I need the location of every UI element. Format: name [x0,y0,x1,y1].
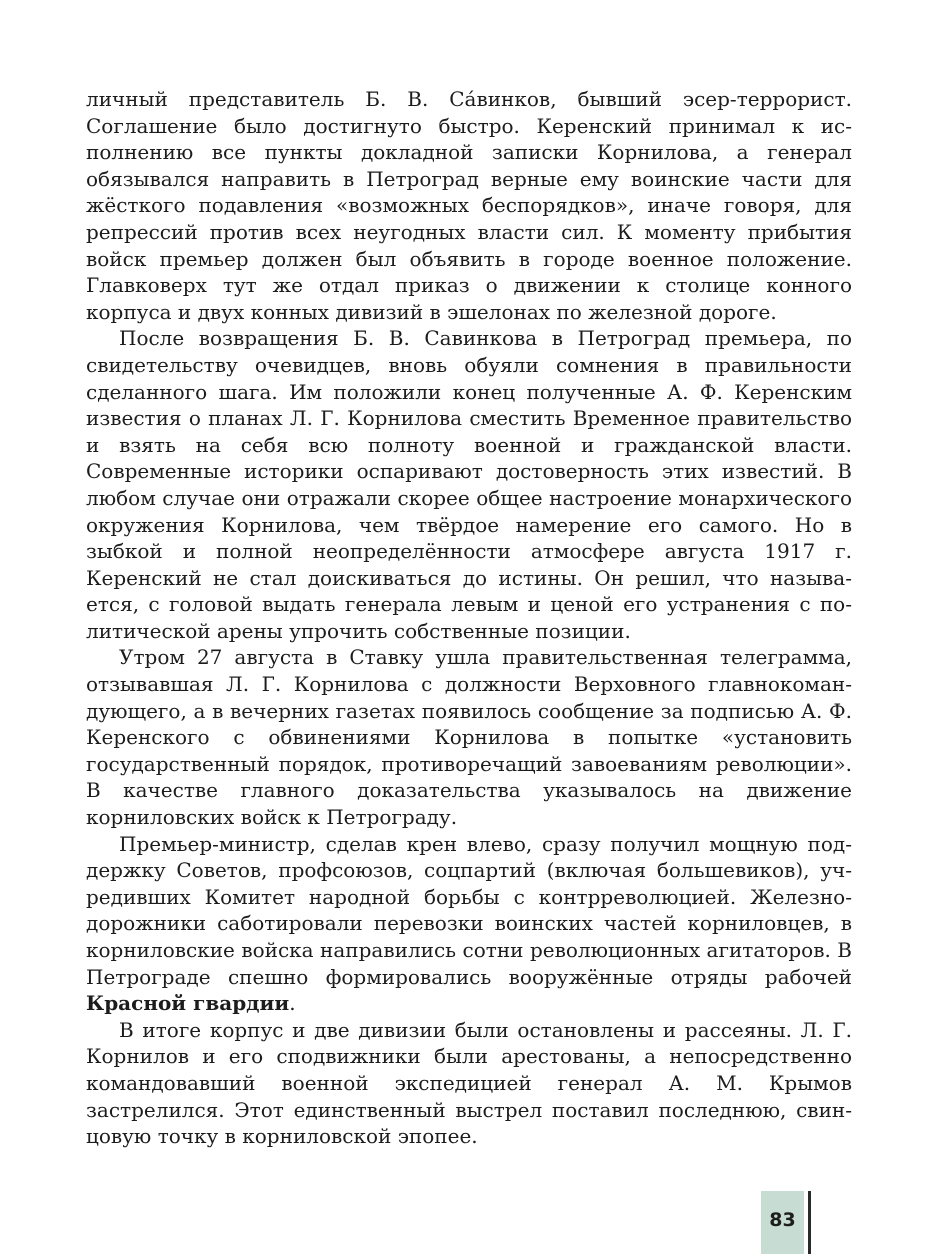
paragraph-5 [86,1017,852,1150]
paragraph-4 [86,831,852,1017]
text-segment: личный представитель Б. В. Са́винков, бывший эсер-террорист. Соглашение было достигнуто быстро. Керенский принимал к исполнению все пункты докладной записки Корнилова, а генерал обязывался направить в Петроград верные ему воинские части для жёсткого подавления «возможных беспорядков», иначе говоря, для репрессий против всех неугодных власти сил. К моменту прибытия войск премьер должен был объявить в городе военное положение. Главковерх тут же отдал приказ о движении к столице конного корпуса и двух конных дивизий в эшелонах по железной дороге. [86,87,852,324]
page-body [86,86,852,1150]
paragraph-2 [86,325,852,644]
page-number: 83 [769,1209,796,1231]
bold-term: Красной гвардии [86,991,290,1016]
text-segment: Премьер-министр, сделав крен влево, сразу получил мощную поддержку Советов, профсоюзов, соцпартий (включая большевиков), учредивших Комитет народной борьбы с контрреволюцией. Железнодорожники саботировали перевозки воинских частей корниловцев, в корниловские войска направились сотни революционных агитаторов. В Петрограде спешно формировались вооружённые отряды рабочей [86,831,852,989]
paragraph-1 [86,86,852,325]
text-segment: После возвращения Б. В. Савинкова в Петроград премьера, по свидетельству очевидцев, вновь обуяли сомнения в правильности сделанного шага. Им положили конец полученные А. Ф. Керенским известия о планах Л. Г. Корнилова сместить Временное правительство и взять на себя всю полноту военной и гражданской власти. Современные историки оспаривают достоверность этих известий. В любом случае они отражали скорее общее настроение монархического окружения Корнилова, чем твёрдое намерение его самого. Но в зыбкой и полной неопределённости атмосфере августа 1917 г. Керенский не стал доискиваться до истины. Он решил, что называется, с головой выдать генерала левым и ценой его устранения с политической арены упрочить собственные позиции. [86,326,852,643]
page-edge-rule [808,1191,811,1254]
text-segment: Утром 27 августа в Ставку ушла правительственная телеграмма, отзывавшая Л. Г. Корнилова с должности Верховного главнокомандующего, а в вечерних газетах появилось сообщение за подписью А. Ф. Керенского с обвинениями Корнилова в попытке «установить государственный порядок, противоречащий завоеваниям революции». В качестве главного доказательства указывалось на движение корниловских войск к Петрограду. [86,645,852,830]
page-number-tab [761,1191,804,1254]
paragraph-3 [86,644,852,830]
text-segment: В итоге корпус и две дивизии были остановлены и рассеяны. Л. Г. Корнилов и его сподвижники были арестованы, а непосредственно командовавший военной экспедицией генерал А. М. Крымов застрелился. Этот единственный выстрел поставил последнюю, свинцовую точку в корниловской эпопее. [86,1017,852,1149]
text-segment: . [289,991,296,1016]
